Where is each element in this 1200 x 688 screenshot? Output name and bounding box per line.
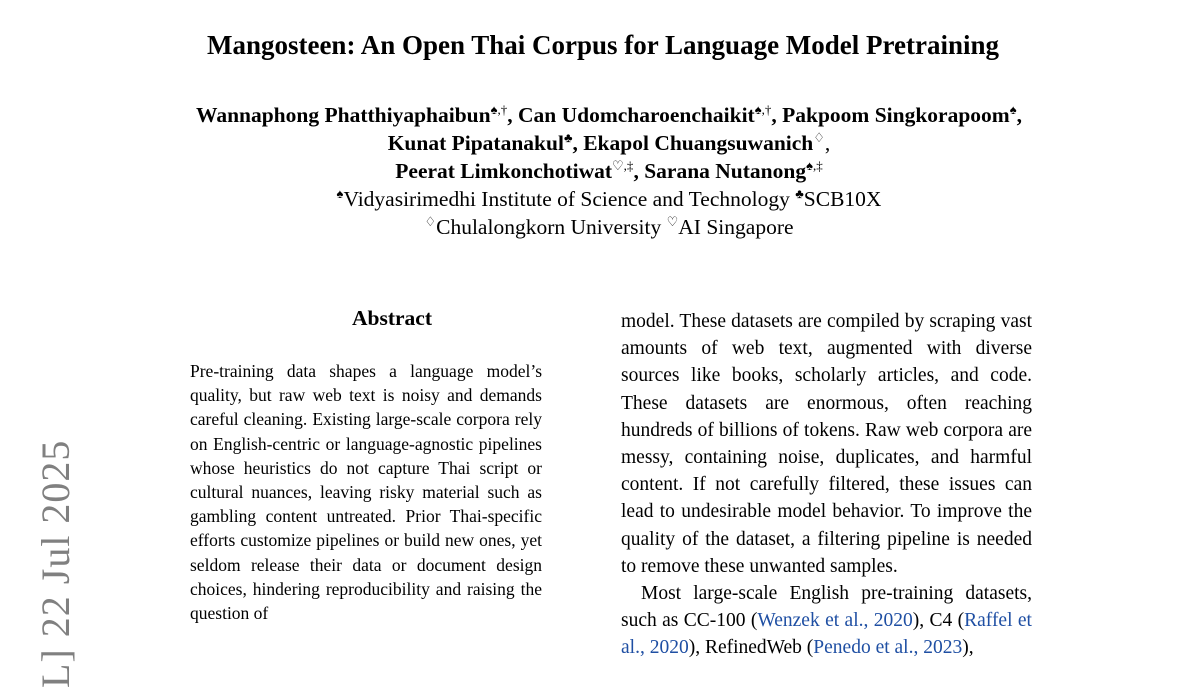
author-mark: ♢ bbox=[813, 130, 825, 145]
author-name: Pakpoom Singkorapoom bbox=[782, 103, 1010, 127]
affiliation-mark: ♢ bbox=[424, 214, 437, 229]
affiliation-line-2 bbox=[0, 213, 1200, 241]
author-name: Peerat Limkonchotiwat bbox=[395, 159, 613, 183]
author-line-3: Peerat Limkonchotiwat♡,‡, Sarana Nutanong♠,‡ bbox=[395, 158, 823, 183]
author-name: Wannaphong Phatthiyaphaibun bbox=[196, 103, 491, 127]
author-mark: ♠,† bbox=[490, 102, 508, 117]
abstract-heading: Abstract bbox=[351, 306, 432, 330]
author-line-2: Kunat Pipatanakul♣, Ekapol Chuangsuwanich♢, bbox=[387, 130, 831, 155]
author-line-1: Wannaphong Phatthiyaphaibun♠,†, Can Udomcharoenchaikit♠,†, Pakpoom Singkorapoom♠, bbox=[196, 102, 1022, 127]
author-mark: ♡,‡ bbox=[612, 158, 634, 173]
affiliation-mark: ♠ bbox=[336, 186, 344, 201]
body-paragraph: Most large-scale English pre-training datasets, such as CC-100 (Wenzek et al., 2020), C4 (Raffel et al., 2020), RefinedWeb (Penedo et al., 2023), bbox=[621, 583, 1032, 659]
author-mark: ♠,‡ bbox=[806, 158, 823, 173]
abstract-text: Pre-training data shapes a language model’s quality, but raw web text is noisy and demands careful cleaning. Existing large-scale corpora rely on English-centric or language-agnostic pipelines whose heuristics do not capture Thai script or cultural nuances, leaving risky material such as gambling content untreated. Prior Thai-specific efforts customize pipelines or build new ones, yet seldom release their data or document design choices, hindering reproducibility and raising the question of bbox=[190, 361, 542, 624]
affiliation-name: Vidyasirimedhi Institute of Science and Technology bbox=[343, 187, 790, 211]
author-name: Ekapol Chuangsuwanich bbox=[583, 131, 814, 155]
citation-link[interactable]: Raffel et al., 2020 bbox=[621, 610, 1032, 659]
citation-link[interactable]: Wenzek et al., 2020 bbox=[757, 610, 913, 632]
arxiv-side-stamp: L] 22 Jul 2025 bbox=[33, 439, 78, 688]
affiliation-line-1 bbox=[0, 185, 1200, 213]
author-mark: ♣ bbox=[563, 130, 573, 145]
author-mark: ♠ bbox=[1009, 102, 1017, 117]
author-name: Kunat Pipatanakul bbox=[387, 131, 564, 155]
author-name: Can Udomcharoenchaikit bbox=[517, 103, 755, 127]
body-paragraph: model. These datasets are compiled by scraping vast amounts of web text, augmented with diverse sources like books, scholarly articles, and code. These datasets are enormous, often reaching hundreds of billions of tokens. Raw web corpora are messy, containing noise, duplicates, and harmful content. If not carefully filtered, these issues can lead to undesirable model behavior. To improve the quality of the dataset, a filtering pipeline is needed to remove these unwanted samples. bbox=[621, 311, 1032, 577]
body-column-right bbox=[621, 308, 1032, 662]
affiliation-name: SCB10X bbox=[803, 187, 882, 211]
author-mark: ♠,† bbox=[754, 102, 772, 117]
affiliation-mark: ♣ bbox=[795, 186, 804, 201]
affiliation-name: Chulalongkorn University bbox=[436, 215, 662, 239]
paper-title: Mangosteen: An Open Thai Corpus for Language Model Pretraining bbox=[206, 30, 1000, 60]
author-block bbox=[0, 101, 1200, 241]
affiliation-name: AI Singapore bbox=[678, 215, 794, 239]
author-name: Sarana Nutanong bbox=[644, 159, 807, 183]
affiliation-mark: ♡ bbox=[666, 214, 679, 229]
citation-link[interactable]: Penedo et al., 2023 bbox=[813, 637, 963, 659]
